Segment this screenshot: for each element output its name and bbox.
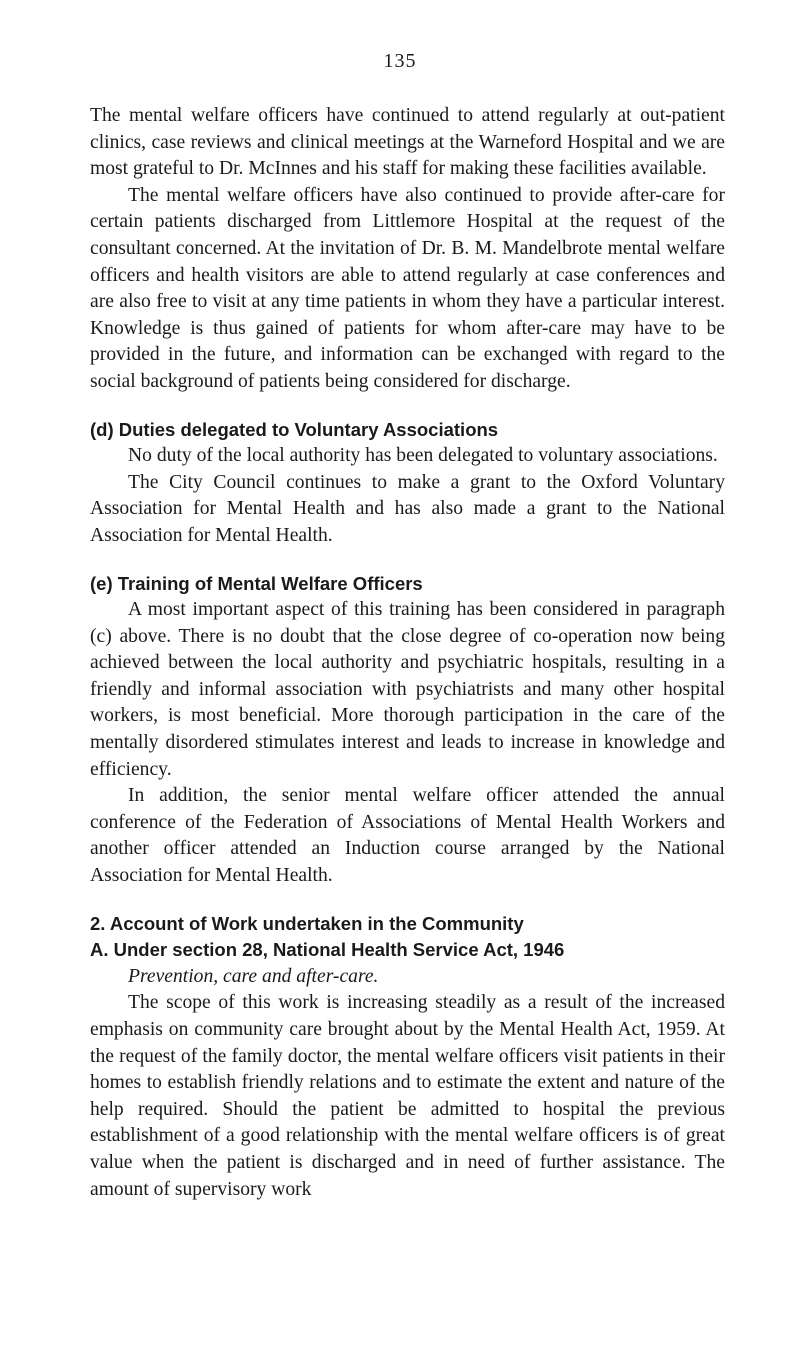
paragraph: The City Council continues to make a grant to the Oxford Voluntary Association for Mental Health and has also made a grant to the National Association for Mental Health.: [90, 471, 725, 546]
section-heading-2: 2. Account of Work undertaken in the Community: [90, 912, 524, 934]
section-heading-e: (e) Training of Mental Welfare Officers: [90, 572, 423, 594]
italic-subheading: Prevention, care and after-care.: [128, 965, 379, 987]
page-body: [90, 103, 725, 1203]
paragraph: The mental welfare officers have also continued to provide after-care for certain patients discharged from Littlemore Hospital at the request of the consultant concerned. At the invitation of Dr. B. M. Mandelbrote mental welfare officers and health visitors are able to attend regularly at case conferences and are also free to visit at any time patients in whom they have a particular interest. Knowledge is thus gained of patients for whom after-care may have to be provided in the future, and information can be exchanged with regard to the social background of patients being considered for discharge.: [90, 184, 725, 392]
paragraph: A most important aspect of this training has been considered in paragraph (c) above. There is no doubt that the close degree of co-operation now being achieved between the local authority and psychiatric hospitals, resulting in a friendly and informal association with psychiatrists and many other hospital workers, is most beneficial. More thorough participation in the care of the mentally disordered stimulates interest and leads to increase in knowledge and efficiency.: [90, 599, 725, 780]
paragraph: In addition, the senior mental welfare officer attended the annual conference of the Federation of Associations of Mental Health Workers and another officer attended an Induction course arranged by the National Association for Mental Health.: [90, 785, 725, 887]
section-heading-d: (d) Duties delegated to Voluntary Associations: [90, 418, 499, 440]
paragraph: No duty of the local authority has been delegated to voluntary associations.: [128, 445, 718, 467]
paragraph: The mental welfare officers have continued to attend regularly at out-patient clinics, case reviews and clinical meetings at the Warneford Hospital and we are most grateful to Dr. McInnes and his staff for making these facilities available.: [90, 105, 725, 180]
subsection-heading-a: A. Under section 28, National Health Service Act, 1946: [90, 939, 565, 961]
page-number: 135: [383, 50, 417, 72]
paragraph: The scope of this work is increasing steadily as a result of the increased emphasis on community care brought about by the Mental Health Act, 1959. At the request of the family doctor, the mental welfare officers visit patients in their homes to establish friendly relations and to estimate the extent and nature of the help required. Should the patient be admitted to hospital the previous establishment of a good relationship with the mental welfare officers is of great value when the patient is discharged and in need of further assistance. The amount of supervisory work: [90, 992, 725, 1200]
